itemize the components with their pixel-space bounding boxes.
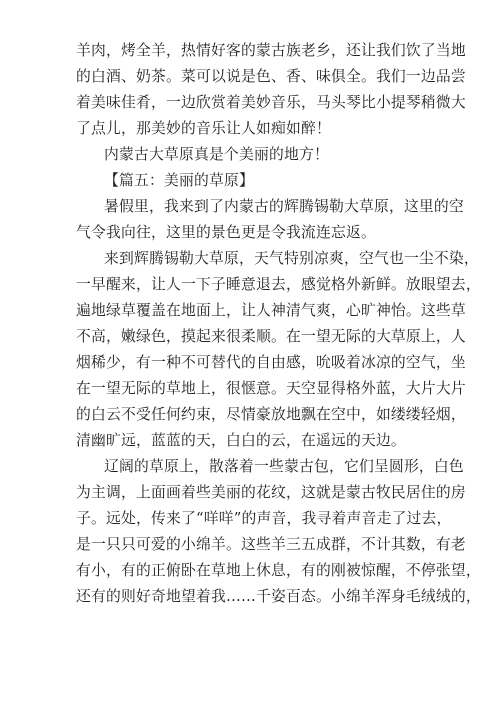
- text-line: 还有的则好奇地望着我……千姿百态。小绵羊浑身毛绒绒的，: [76, 588, 481, 605]
- text-line: 气令我向往，这里的景色更是令我流连忘返。: [76, 224, 376, 241]
- section-heading: 【篇五：美丽的草原】: [104, 172, 254, 189]
- text-line: 内蒙古大草原真是个美丽的地方！: [104, 146, 329, 163]
- text-line: 遍地绿草覆盖在地面上，让人神清气爽，心旷神怡。这些草: [76, 302, 466, 319]
- text-line: 来到辉腾锡勒大草原，天气特别凉爽，空气也一尘不染，: [104, 250, 479, 267]
- text-line: 不高，嫩绿色，摸起来很柔顺。在一望无际的大草原上，人: [76, 328, 466, 345]
- text-line: 辽阔的草原上，散落着一些蒙古包，它们呈圆形，白色: [104, 458, 464, 475]
- text-line: 烟稀少，有一种不可替代的自由感，吮吸着冰凉的空气，坐: [76, 354, 466, 371]
- text-line: 一早醒来，让人一下子睡意退去，感觉格外新鲜。放眼望去，: [76, 276, 481, 293]
- text-line: 着美味佳肴，一边欣赏着美妙音乐，马头琴比小提琴稍微大: [76, 94, 466, 111]
- text-line: 的白云不受任何约束，尽情豪放地飘在空中，如缕缕轻烟，: [76, 406, 466, 423]
- text-line: 的白酒、奶茶。菜可以说是色、香、味俱全。我们一边品尝: [76, 68, 466, 85]
- text-line: 了点儿，那美妙的音乐让人如痴如醉！: [76, 120, 331, 137]
- text-line: 暑假里，我来到了内蒙古的辉腾锡勒大草原，这里的空: [104, 198, 464, 215]
- text-line: 有小，有的正俯卧在草地上休息，有的刚被惊醒，不停张望，: [76, 562, 481, 579]
- text-line: 为主调，上面画着些美丽的花纹，这就是蒙古牧民居住的房: [76, 484, 466, 501]
- text-line: 羊肉，烤全羊，热情好客的蒙古族老乡，还让我们饮了当地: [76, 42, 466, 59]
- text-line: 在一望无际的草地上，很惬意。天空显得格外蓝，大片大片: [76, 380, 466, 397]
- text-line: 是一只只可爱的小绵羊。这些羊三五成群，不计其数，有老: [76, 536, 466, 553]
- text-line: 清幽旷远，蓝蓝的天，白白的云，在遥远的天边。: [76, 432, 406, 449]
- text-line: 子。远处，传来了“咩咩”的声音，我寻着声音走了过去，: [76, 510, 452, 527]
